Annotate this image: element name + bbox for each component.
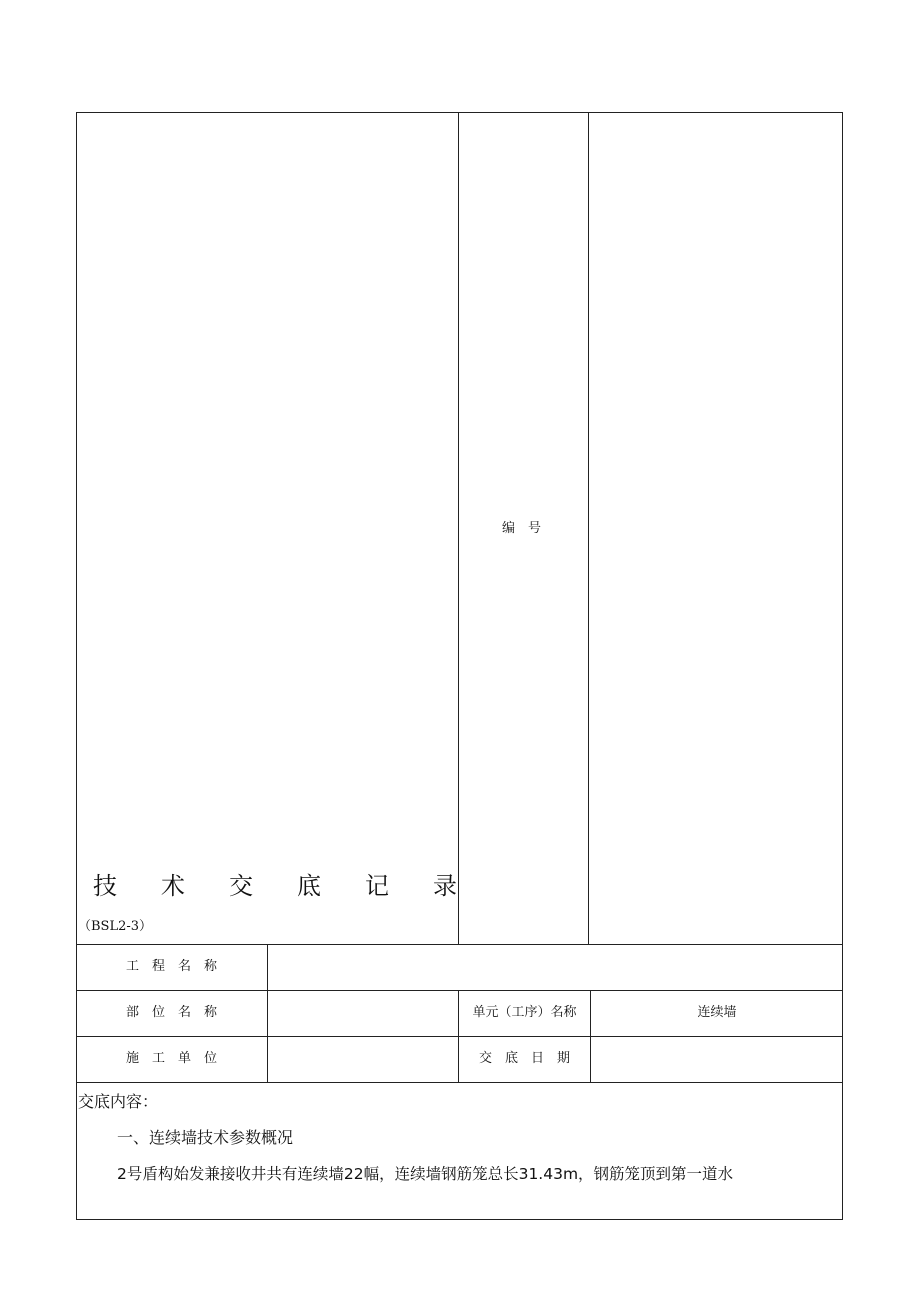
unit-process-label: 单元（工序）名称 (472, 1005, 577, 1020)
date-label: 交 底 日 期 (478, 1051, 570, 1066)
unit-process-value: 连续墙 (697, 1005, 737, 1020)
content-heading: 交底内容： (78, 1092, 159, 1111)
divider (76, 1082, 843, 1083)
project-name-label: 工 程 名 称 (125, 959, 217, 974)
form-code: （BSL2-3） (78, 919, 153, 934)
divider (76, 990, 843, 991)
content-paragraph: 2号盾构始发兼接收井共有连续墙22幅，连续墙钢筋笼总长31.43m，钢筋笼顶到第一道水 (117, 1165, 734, 1183)
divider (267, 944, 268, 1082)
section-heading: 一、连续墙技术参数概况 (117, 1128, 294, 1147)
divider (458, 112, 459, 944)
title-char: 记 (365, 872, 389, 900)
title-char: 底 (297, 872, 321, 900)
divider (76, 944, 843, 945)
divider (590, 990, 591, 1082)
title-char: 术 (161, 872, 185, 900)
divider (76, 1036, 843, 1037)
contractor-label: 施 工 单 位 (125, 1051, 217, 1066)
title-char: 交 (229, 872, 253, 900)
title-char: 技 (93, 872, 117, 900)
title-char: 录 (433, 872, 457, 900)
number-label: 编 号 (502, 521, 542, 536)
part-name-label: 部 位 名 称 (125, 1005, 217, 1020)
divider (588, 112, 589, 944)
divider (458, 990, 459, 1082)
